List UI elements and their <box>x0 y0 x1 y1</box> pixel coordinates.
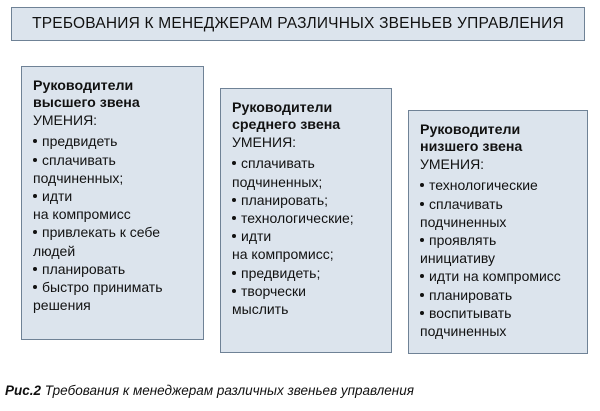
skill-item-continuation: мыслить <box>232 301 289 318</box>
column-lower-managers <box>408 110 588 354</box>
skill-item <box>33 223 199 259</box>
title-box <box>11 7 585 41</box>
skill-item <box>33 151 199 187</box>
skills-label: УМЕНИЯ: <box>232 134 297 151</box>
skill-item <box>232 227 387 263</box>
skill-item-text: планировать <box>33 260 199 278</box>
column-middle-managers <box>220 88 392 353</box>
caption-text: Требования к менеджерам различных звеньев управления <box>44 383 414 398</box>
skills-list <box>33 132 199 314</box>
column-heading <box>232 100 387 134</box>
skill-item <box>420 176 583 194</box>
skill-item-text: планировать; <box>232 191 387 209</box>
skills-list <box>420 176 583 340</box>
heading-line: высшего звена <box>33 95 140 112</box>
skill-item-continuation: подчиненных; <box>33 169 124 186</box>
skills-label: УМЕНИЯ: <box>420 156 485 173</box>
skill-item <box>33 187 199 223</box>
skill-item <box>232 282 387 318</box>
skill-item-text: технологические <box>420 176 583 194</box>
skill-item-continuation: людей <box>33 242 76 259</box>
skill-item-text: сплачивать <box>420 195 583 213</box>
skill-item <box>420 267 583 285</box>
heading-line: Руководители <box>33 78 134 94</box>
column-heading <box>420 122 583 156</box>
skill-item-text: творчески <box>232 282 387 300</box>
skill-item-continuation: подчиненных <box>420 213 507 230</box>
skill-item-text: идти на компромисс <box>420 267 583 285</box>
skill-item-continuation: подчиненных <box>420 323 507 340</box>
skill-item-text: сплачивать <box>33 151 199 169</box>
skill-item <box>33 260 199 278</box>
heading-line: среднего звена <box>232 117 341 134</box>
skill-item-text: сплачивать <box>232 154 387 172</box>
skill-item <box>232 209 387 227</box>
column-top-managers <box>21 66 204 340</box>
skills-list <box>232 154 387 318</box>
diagram-title: ТРЕБОВАНИЯ К МЕНЕДЖЕРАМ РАЗЛИЧНЫХ ЗВЕНЬЕВ УПРАВЛЕНИЯ <box>32 15 564 32</box>
skill-item <box>33 132 199 150</box>
figure-caption <box>5 383 414 398</box>
skill-item-text: быстро принимать <box>33 278 199 296</box>
skill-item-continuation: на компромисс <box>33 206 131 223</box>
caption-number: Рис.2 <box>5 383 42 398</box>
skills-label: УМЕНИЯ: <box>33 112 98 129</box>
skill-item <box>33 278 199 314</box>
skill-item-continuation: на компромисс; <box>232 246 334 263</box>
skill-item-text: планировать <box>420 286 583 304</box>
skill-item <box>232 191 387 209</box>
skill-item <box>420 231 583 267</box>
skill-item-text: воспитывать <box>420 304 583 322</box>
skill-item-text: предвидеть; <box>232 264 387 282</box>
skill-item-text: идти <box>232 227 387 245</box>
skill-item-continuation: решения <box>33 297 91 314</box>
skill-item-continuation: подчиненных; <box>232 173 323 190</box>
skill-item-text: идти <box>33 187 199 205</box>
skill-item-continuation: инициативу <box>420 250 496 267</box>
skill-item-text: технологические; <box>232 209 387 227</box>
skill-item <box>232 264 387 282</box>
skill-item <box>420 304 583 340</box>
skill-item <box>420 195 583 231</box>
skill-item-text: предвидеть <box>33 132 199 150</box>
column-heading <box>33 78 199 112</box>
heading-line: низшего звена <box>420 139 523 156</box>
skill-item <box>232 154 387 190</box>
skill-item <box>420 286 583 304</box>
heading-line: Руководители <box>420 122 521 138</box>
heading-line: Руководители <box>232 100 333 116</box>
skill-item-text: привлекать к себе <box>33 223 199 241</box>
skill-item-text: проявлять <box>420 231 583 249</box>
